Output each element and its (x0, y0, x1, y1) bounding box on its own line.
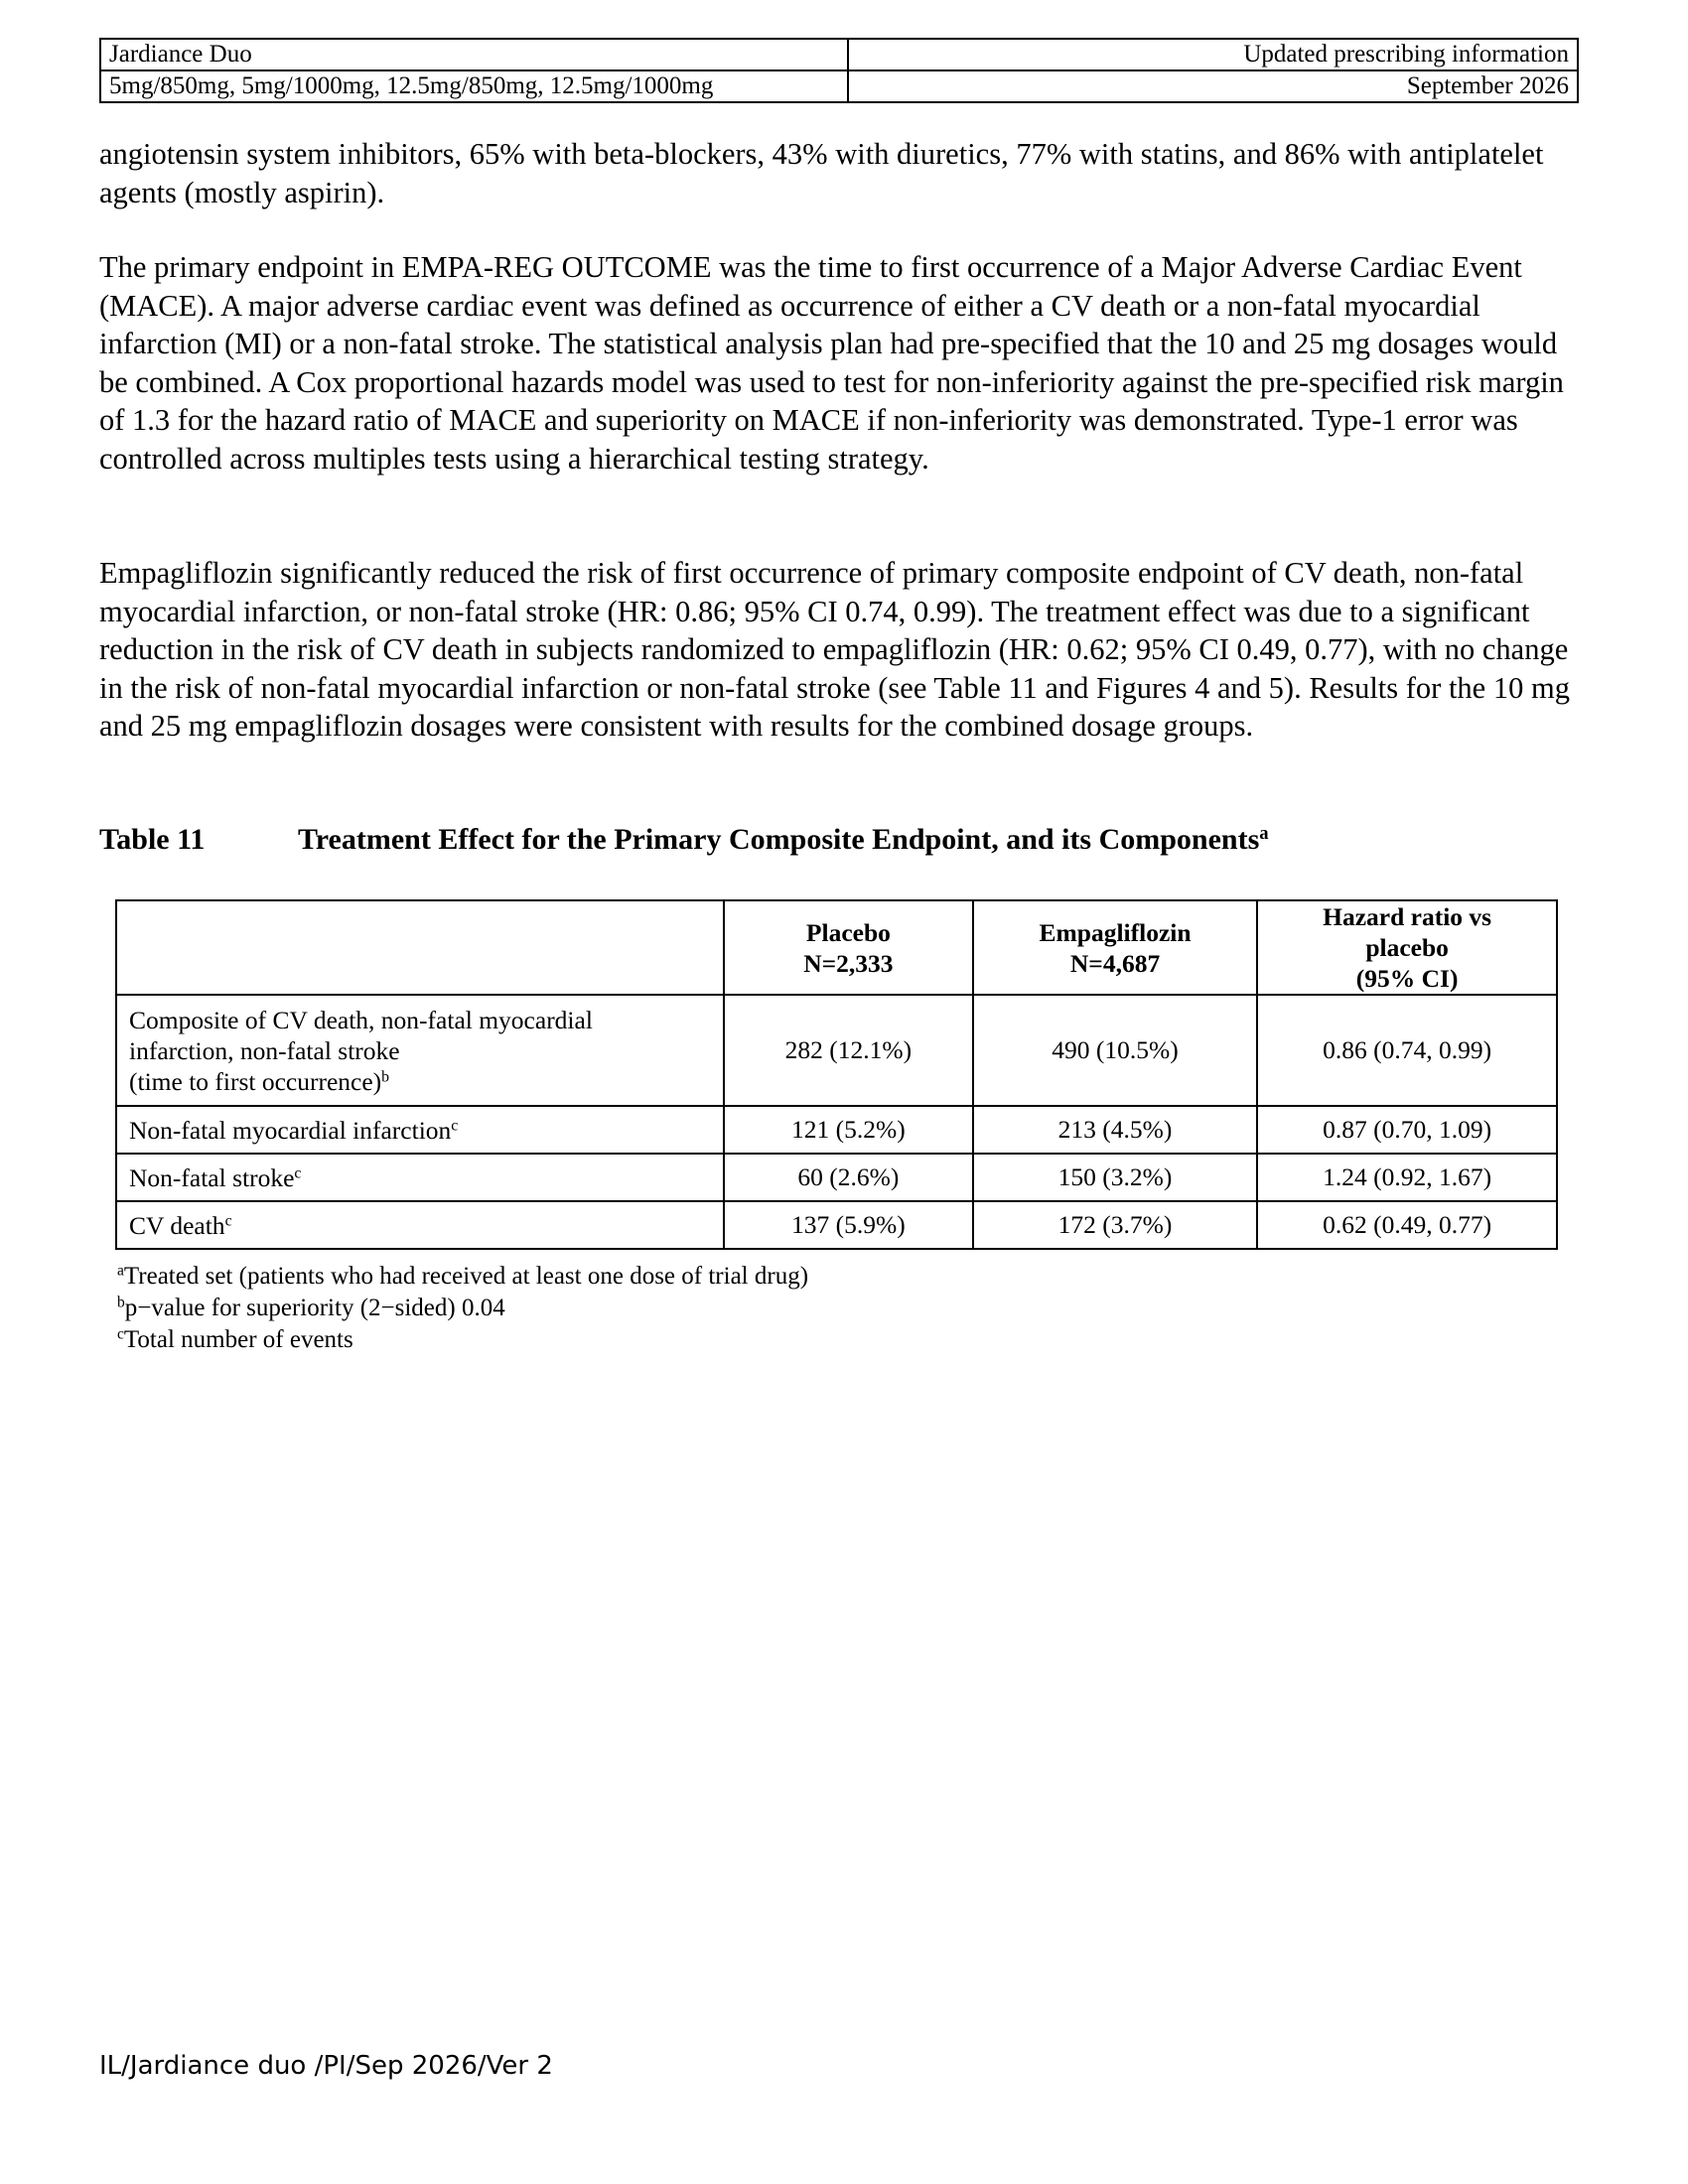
table-title: Treatment Effect for the Primary Composite Endpoint, and its Components (298, 823, 1260, 856)
row-label-text: Non-fatal stroke (129, 1162, 295, 1192)
cell-empagliflozin: 150 (3.2%) (973, 1154, 1257, 1201)
table-row (116, 1154, 1557, 1201)
footnote-mark: c (451, 1116, 459, 1134)
paragraph-3: Empagliflozin significantly reduced the risk of first occurrence of primary composite endpoint of CV death, non-fatal myocardial infarction, or non-fatal stroke (HR: 0.86; 95% CI 0.74, 0.99). The treatment effect was due to a significant reduction in the risk of CV death in subjects randomized to empagliflozin (HR: 0.62; 95% CI 0.49, 0.77), with no change in the risk of non-fatal myocardial infarction or non-fatal stroke (see Table 11 and Figures 4 and 5). Results for the 10 mg and 25 mg empagliflozin dosages were consistent with results for the combined dosage groups. (99, 556, 1570, 743)
footnote-mark: b (381, 1067, 390, 1085)
table-number: Table 11 (99, 823, 206, 856)
cell-placebo: 60 (2.6%) (724, 1154, 973, 1201)
row-label (116, 1106, 724, 1154)
column-header-line: Empagliflozin (1039, 917, 1192, 947)
table-header-row (116, 900, 1557, 995)
column-header-line: N=2,333 (803, 948, 894, 978)
footnote-mark: c (294, 1163, 302, 1181)
table-title-footnote-mark: a (1259, 822, 1269, 844)
row-label-line (129, 1066, 711, 1097)
paragraph-1: angiotensin system inhibitors, 65% with beta-blockers, 43% with diuretics, 77% with statins, and 86% with antiplatelet agents (mostly aspirin). (99, 137, 1544, 209)
row-label-line: infarction, non-fatal stroke (129, 1035, 400, 1065)
footnote-text: Treated set (patients who had received at least one dose of trial drug) (123, 1263, 809, 1290)
row-label-line: Composite of CV death, non-fatal myocardial (129, 1005, 593, 1034)
table-row (116, 995, 1557, 1106)
table-row (116, 1106, 1557, 1154)
column-header-placebo (724, 900, 973, 995)
footnote (117, 1324, 808, 1356)
column-header-empagliflozin (973, 900, 1257, 995)
row-label (116, 1201, 724, 1249)
row-label (116, 995, 724, 1106)
cell-placebo: 282 (12.1%) (724, 995, 973, 1106)
header-date: September 2026 (848, 70, 1578, 102)
cell-hazard-ratio: 0.87 (0.70, 1.09) (1257, 1106, 1557, 1154)
footnote-text: p−value for superiority (2−sided) 0.04 (124, 1295, 505, 1321)
cell-empagliflozin: 213 (4.5%) (973, 1106, 1257, 1154)
footnote-text: Total number of events (123, 1326, 353, 1353)
cell-empagliflozin: 172 (3.7%) (973, 1201, 1257, 1249)
cell-placebo: 137 (5.9%) (724, 1201, 973, 1249)
row-label-text: CV death (129, 1210, 225, 1240)
table-footnotes (117, 1261, 808, 1356)
column-header-hazard-ratio (1257, 900, 1557, 995)
footnote-mark: c (224, 1211, 232, 1229)
column-header-line: N=4,687 (1069, 948, 1161, 978)
cell-hazard-ratio: 0.62 (0.49, 0.77) (1257, 1201, 1557, 1249)
cell-hazard-ratio: 1.24 (0.92, 1.67) (1257, 1154, 1557, 1201)
footnote (117, 1261, 808, 1293)
column-header-line: placebo (1365, 933, 1449, 962)
cell-hazard-ratio: 0.86 (0.74, 0.99) (1257, 995, 1557, 1106)
footnote-mark: c (117, 1325, 124, 1343)
cell-empagliflozin: 490 (10.5%) (973, 995, 1257, 1106)
document-header (99, 38, 1579, 103)
table-header-blank (116, 900, 724, 995)
header-strengths: 5mg/850mg, 5mg/1000mg, 12.5mg/850mg, 12.5mg/1000mg (100, 70, 848, 102)
page-footer: IL/Jardiance duo /PI/Sep 2026/Ver 2 (99, 2051, 553, 2081)
row-label (116, 1154, 724, 1201)
footnote (117, 1293, 808, 1324)
results-table (115, 899, 1558, 1250)
row-label-text: Non-fatal myocardial infarction (129, 1115, 452, 1145)
header-document-type: Updated prescribing information (848, 39, 1578, 70)
table-caption (99, 823, 1269, 857)
paragraph-2: The primary endpoint in EMPA-REG OUTCOME was the time to first occurrence of a Major Adverse Cardiac Event (MACE). A major adverse cardiac event was defined as occurrence of either a CV death or a non-fatal myocardial infarction (MI) or a non-fatal stroke. The statistical analysis plan had pre-specified that the 10 and 25 mg dosages would be combined. A Cox proportional hazards model was used to test for non-inferiority against the pre-specified risk margin of 1.3 for the hazard ratio of MACE and superiority on MACE if non-inferiority was demonstrated. Type-1 error was controlled across multiples tests using a hierarchical testing strategy. (99, 250, 1564, 476)
footnote-mark: b (117, 1294, 125, 1311)
column-header-line: Placebo (805, 917, 891, 947)
column-header-line: Hazard ratio vs (1323, 902, 1492, 931)
column-header-line: (95% CI) (1355, 964, 1459, 993)
table-row (116, 1201, 1557, 1249)
header-product-name: Jardiance Duo (100, 39, 848, 70)
row-label-text: (time to first occurrence) (129, 1066, 382, 1096)
footnote-mark: a (117, 1262, 124, 1280)
cell-placebo: 121 (5.2%) (724, 1106, 973, 1154)
